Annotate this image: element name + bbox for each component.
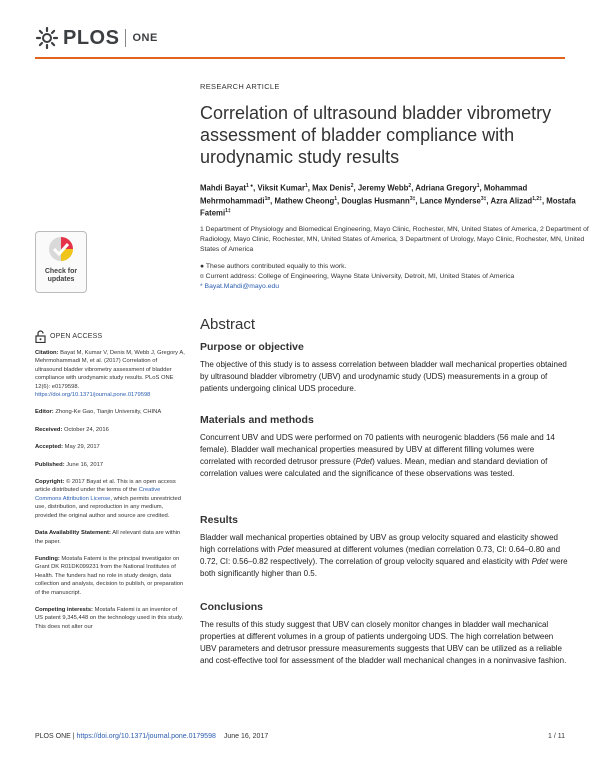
citation-label: Citation: [35, 350, 59, 356]
logo-text: PLOS [63, 26, 120, 49]
page-footer [35, 733, 565, 740]
author-separator: , [415, 196, 420, 206]
conclusions-heading: Conclusions [200, 601, 264, 613]
author-affiliation-marker: 3‡ [480, 195, 487, 202]
results-heading: Results [200, 514, 238, 526]
data-availability-text: All relevant data are within the paper. [35, 530, 181, 545]
author-name: Viksit Kumar [257, 183, 306, 193]
editor-text: Zhong-Ke Gao, Tianjin University, CHINA [55, 409, 162, 416]
copyright-text: © 2017 Bayat et al. This is an open access article distributed under the terms of the [35, 479, 176, 494]
open-access-text: OPEN ACCESS [50, 333, 103, 340]
received-block [35, 426, 185, 434]
author-name: Adriana Gregory [415, 183, 477, 193]
author-separator: , [253, 183, 258, 193]
author-separator: , [270, 196, 275, 206]
author-name: Jeremy Webb [357, 183, 409, 193]
received-date: October 24, 2016 [64, 426, 109, 433]
accepted-date: May 29, 2017 [64, 444, 100, 451]
author-separator: , [337, 196, 342, 206]
conclusions-text: The results of this study suggest that UBV can closely monitor changes in bladder wall mechanical properties at different volumes in a group of patients undergoing UDS. The high correlation between UBV parameters and detrusor pressure measurements suggests that UBV can be utilized as a reliable and cost-effective tool for assessment of the bladder wall mechanical changes in a noninvasive fashion. [200, 620, 567, 665]
citation-doi-link[interactable]: https://doi.org/10.1371/journal.pone.0179598 [35, 392, 151, 399]
plos-logo[interactable] [35, 26, 158, 50]
results-text: Bladder wall mechanical properties obtained by UBV as group velocity squared and elasticity showed high correlations with Pdet measured at different volumes (median correlation 0.73, CI: 0.64–0.80 and 0.72, CI: 0.56–0.82 respectively). The correlation of group velocity squared and elasticity with Pdet were both significantly higher than 0.5. [200, 533, 568, 578]
equal-contribution-note: ● These authors contributed equally to this work. [200, 263, 347, 270]
license-link[interactable]: Creative Commons Attribution License [35, 487, 161, 502]
author-affiliation-marker: 2 [350, 183, 354, 189]
author-name: Max Denis [312, 183, 351, 193]
article-type: RESEARCH ARTICLE [200, 82, 280, 91]
published-date: June 16, 2017 [66, 461, 104, 468]
author-name: Mohammad Mehrmohammadi [200, 183, 528, 206]
citation-text: Bayat M, Kumar V, Denis M, Webb J, Gregory A, Mehrmohammadi M, et al. (2017) Correlation of ultrasound bladder vibrometry assessment of bladder compliance with urodynamic study results. PLoS ONE 12(6): e0179598. [35, 350, 185, 390]
funding-block [35, 555, 185, 597]
data-availability-block [35, 529, 185, 546]
author-affiliation-marker: 3‡ [409, 195, 416, 202]
copyright-label: Copyright: [35, 479, 65, 486]
author-separator: , [307, 183, 313, 193]
competing-interests-label: Competing interests: [35, 606, 93, 613]
author-affiliation-marker: 1‡ [225, 208, 231, 215]
current-address-note: ¤ Current address: College of Engineering, Wayne State University, Detroit, MI, United States of America [200, 273, 515, 280]
accepted-block [35, 443, 185, 451]
badge-line1: Check for [44, 268, 78, 275]
crossmark-icon [48, 236, 74, 262]
funding-text: Mostafa Fatemi is the principal investigator on Grant DK R01DK099231 from the National Institutes of Health. The funders had no role in study design, data collection and analysis, decision to publish, or preparation of the manuscript. [35, 555, 184, 596]
author-affiliation-marker: 2 [408, 183, 412, 189]
editor-block [35, 408, 185, 416]
author-separator: , [411, 183, 416, 193]
footer-journal: PLOS ONE [35, 733, 71, 740]
article-metadata [35, 349, 185, 640]
author-affiliation-marker: 1 [476, 183, 480, 189]
author-affiliation-marker: 1 ● [245, 183, 254, 189]
page-number: 1 / 11 [548, 733, 565, 740]
accepted-label: Accepted: [35, 444, 64, 451]
copyright-block [35, 478, 185, 520]
footer-separator: | [70, 733, 77, 740]
author-separator: , [479, 183, 484, 193]
data-availability-label: Data Availability Statement: [35, 530, 111, 537]
author-notes [200, 262, 590, 292]
corresponding-email-link[interactable]: * Bayat.Mahdi@mayo.edu [200, 283, 280, 290]
purpose-text: The objective of this study is to assess correlation between bladder wall mechanical properties obtained by ultrasound bladder vibrometry (UBV) and urodynamic study (UDS) measurements in a group of patients undergoing clinical UDS procedure. [200, 360, 567, 393]
funding-label: Funding: [35, 555, 60, 562]
article-title: Correlation of ultrasound bladder vibrometry assessment of bladder compliance with urodynamic study results [200, 103, 552, 167]
logo-divider [125, 29, 126, 47]
affiliations: 1 Department of Physiology and Biomedical Engineering, Mayo Clinic, Rochester, MN, United States of America, 2 Department of Radiology, Mayo Clinic, Rochester, MN, United States of America, 3 Department of Urology, Mayo Clinic, Rochester, MN, United States of America [200, 226, 589, 253]
open-lock-icon [35, 330, 46, 343]
methods-text: Concurrent UBV and UDS were performed on 70 patients with neurogenic bladders (56 male and 14 female). Bladder wall mechanical properties measured by UBV at different filling volumes were correlated with recorded detrusor pressure (Pdet) values. Mean, median and standard deviation of correlation values were calculated and the significance of these observations was tested. [200, 433, 555, 478]
open-access-label [35, 330, 102, 343]
author-separator: , [541, 196, 547, 206]
editor-label: Editor: [35, 409, 54, 416]
header-rule [35, 57, 565, 59]
plos-sunburst-icon [35, 26, 59, 50]
author-name: Mahdi Bayat [200, 183, 246, 193]
check-for-updates-badge[interactable] [35, 231, 87, 293]
author-separator: , [486, 196, 491, 206]
published-label: Published: [35, 461, 65, 468]
author-affiliation-marker: 1¤ [264, 195, 271, 202]
citation-block [35, 349, 185, 399]
author-name: Lance Mynderse [419, 196, 481, 206]
author-affiliation-marker: 1 [305, 183, 308, 189]
author-name: Mathew Cheong [274, 196, 335, 206]
competing-interests-text: Mostafa Fatemi is an inventor of US patent 9,345,448 on the technology used in this study. This does not alter our [35, 606, 184, 630]
author-list [200, 181, 580, 219]
author-name: Mostafa Fatemi [200, 196, 576, 218]
author-affiliation-marker: 1 [334, 195, 338, 202]
author-name: Azra Alizad [490, 196, 533, 206]
author-name: Douglas Husmann [341, 196, 410, 206]
footer-date: June 16, 2017 [223, 733, 269, 740]
purpose-heading: Purpose or objective [200, 341, 304, 353]
journal-name: ONE [132, 32, 158, 44]
author-separator: , [353, 183, 358, 193]
copyright-text-end: , which permits unrestricted use, distribution, and reproduction in any medium, provided the original author and source are credited. [35, 495, 181, 519]
badge-line2: updates [47, 276, 75, 283]
published-block [35, 461, 185, 469]
competing-interests-block [35, 606, 185, 631]
received-label: Received: [35, 426, 63, 433]
footer-doi-link[interactable]: https://doi.org/10.1371/journal.pone.0179598 [76, 733, 216, 740]
methods-heading: Materials and methods [200, 414, 314, 426]
author-affiliation-marker: 1,2‡ [532, 195, 542, 202]
abstract-heading: Abstract [200, 316, 256, 333]
